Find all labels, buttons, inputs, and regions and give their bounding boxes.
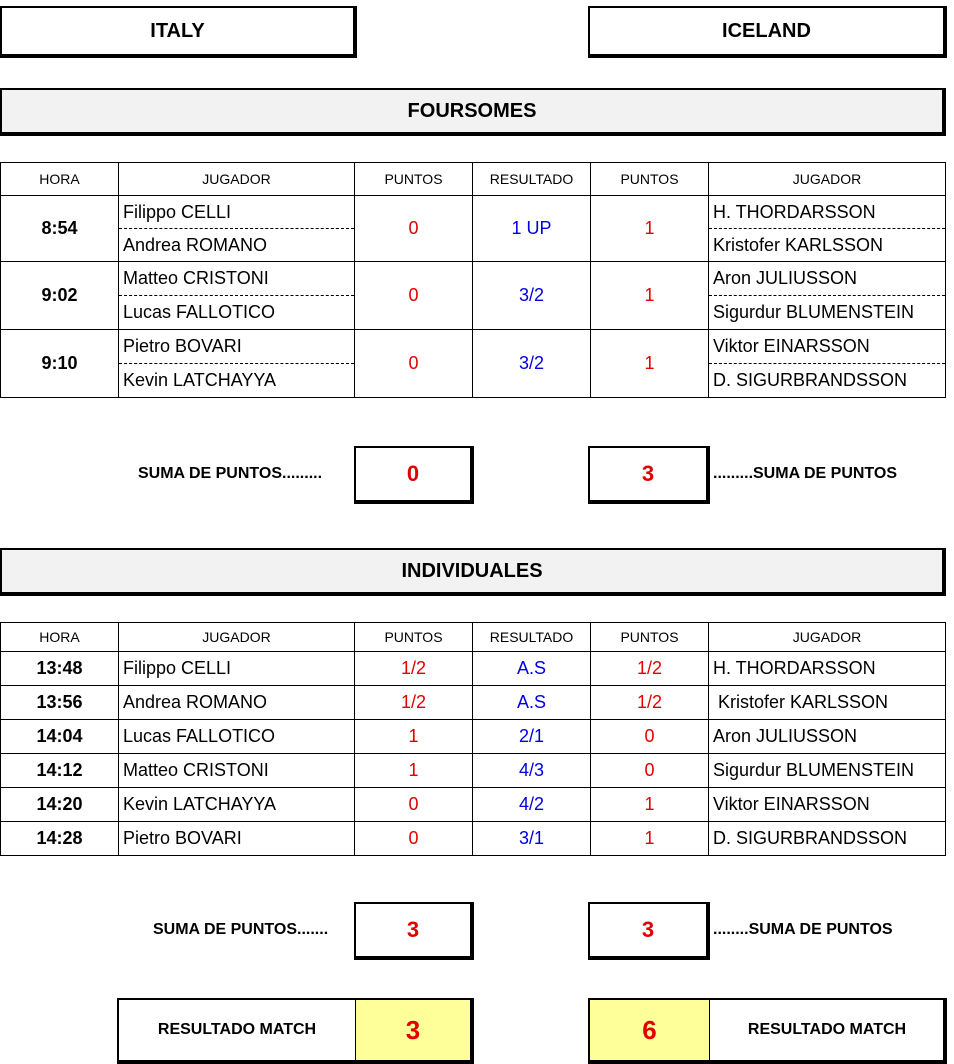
match-result-value-right: 6 bbox=[590, 1000, 710, 1060]
match-result-left bbox=[117, 998, 474, 1064]
player-left: Andrea ROMANO bbox=[119, 229, 355, 262]
match-time: 14:12 bbox=[1, 754, 119, 788]
header-puntos-left: PUNTOS bbox=[355, 163, 473, 196]
foursomes-sum-label-left: SUMA DE PUNTOS......... bbox=[138, 465, 323, 482]
table-row bbox=[1, 754, 946, 788]
individuales-title: INDIVIDUALES bbox=[0, 548, 946, 596]
team-left-name: ITALY bbox=[0, 6, 357, 58]
match-result: 3/2 bbox=[473, 330, 591, 398]
table-row bbox=[1, 788, 946, 822]
points-left: 1 bbox=[355, 720, 473, 754]
foursomes-sum-right: 3 bbox=[588, 446, 710, 504]
match-time: 14:28 bbox=[1, 822, 119, 856]
header-jugador-left: JUGADOR bbox=[119, 163, 355, 196]
header-hora: HORA bbox=[1, 623, 119, 652]
player-right: Viktor EINARSSON bbox=[709, 788, 946, 822]
player-left: Filippo CELLI bbox=[119, 652, 355, 686]
player-right: Kristofer KARLSSON bbox=[709, 229, 946, 262]
individuales-sum-right: 3 bbox=[588, 902, 710, 960]
match-time: 9:10 bbox=[1, 330, 119, 398]
points-left: 0 bbox=[355, 822, 473, 856]
table-row bbox=[1, 196, 946, 229]
match-result-label-right: RESULTADO MATCH bbox=[747, 1021, 907, 1038]
team-right-name: ICELAND bbox=[588, 6, 947, 58]
header-resultado: RESULTADO bbox=[473, 163, 591, 196]
header-jugador-right: JUGADOR bbox=[709, 163, 946, 196]
player-left: Filippo CELLI bbox=[119, 196, 355, 229]
player-right: Sigurdur BLUMENSTEIN bbox=[709, 296, 946, 330]
header-hora: HORA bbox=[1, 163, 119, 196]
match-result: 3/2 bbox=[473, 262, 591, 330]
player-right: Aron JULIUSSON bbox=[709, 720, 946, 754]
player-right: Sigurdur BLUMENSTEIN bbox=[709, 754, 946, 788]
individuales-table bbox=[0, 622, 946, 856]
match-time: 13:56 bbox=[1, 686, 119, 720]
match-result: A.S bbox=[473, 652, 591, 686]
individuales-sum-label-left: SUMA DE PUNTOS....... bbox=[153, 921, 329, 938]
player-left: Matteo CRISTONI bbox=[119, 262, 355, 296]
player-right: Kristofer KARLSSON bbox=[709, 686, 946, 720]
match-time: 14:04 bbox=[1, 720, 119, 754]
match-time: 8:54 bbox=[1, 196, 119, 262]
player-left: Pietro BOVARI bbox=[119, 822, 355, 856]
points-left: 0 bbox=[355, 330, 473, 398]
foursomes-table bbox=[0, 162, 946, 398]
match-result-value-left: 3 bbox=[355, 1000, 470, 1060]
points-right: 0 bbox=[591, 720, 709, 754]
header-resultado: RESULTADO bbox=[473, 623, 591, 652]
individuales-header-row bbox=[1, 623, 946, 652]
table-row bbox=[1, 720, 946, 754]
player-left: Pietro BOVARI bbox=[119, 330, 355, 364]
points-right: 1/2 bbox=[591, 652, 709, 686]
player-left: Kevin LATCHAYYA bbox=[119, 364, 355, 398]
header-puntos-left: PUNTOS bbox=[355, 623, 473, 652]
table-row bbox=[1, 330, 946, 364]
match-result-right bbox=[588, 998, 947, 1064]
individuales-sum-label-right: ........SUMA DE PUNTOS bbox=[713, 921, 893, 938]
match-time: 13:48 bbox=[1, 652, 119, 686]
match-time: 14:20 bbox=[1, 788, 119, 822]
match-result: 4/3 bbox=[473, 754, 591, 788]
player-left: Lucas FALLOTICO bbox=[119, 296, 355, 330]
table-row bbox=[1, 822, 946, 856]
match-result: 4/2 bbox=[473, 788, 591, 822]
match-result: A.S bbox=[473, 686, 591, 720]
table-row bbox=[1, 686, 946, 720]
points-right: 1 bbox=[591, 822, 709, 856]
foursomes-header-row bbox=[1, 163, 946, 196]
player-left: Kevin LATCHAYYA bbox=[119, 788, 355, 822]
match-result: 3/1 bbox=[473, 822, 591, 856]
header-puntos-right: PUNTOS bbox=[591, 623, 709, 652]
table-row bbox=[1, 652, 946, 686]
player-right: Viktor EINARSSON bbox=[709, 330, 946, 364]
player-right: D. SIGURBRANDSSON bbox=[709, 364, 946, 398]
points-left: 0 bbox=[355, 788, 473, 822]
foursomes-sum-left: 0 bbox=[354, 446, 474, 504]
points-left: 1/2 bbox=[355, 686, 473, 720]
header-puntos-right: PUNTOS bbox=[591, 163, 709, 196]
points-right: 1 bbox=[591, 196, 709, 262]
points-left: 1/2 bbox=[355, 652, 473, 686]
points-left: 0 bbox=[355, 262, 473, 330]
player-left: Lucas FALLOTICO bbox=[119, 720, 355, 754]
match-result: 2/1 bbox=[473, 720, 591, 754]
points-right: 0 bbox=[591, 754, 709, 788]
player-right: H. THORDARSSON bbox=[709, 196, 946, 229]
player-right: Aron JULIUSSON bbox=[709, 262, 946, 296]
points-right: 1 bbox=[591, 330, 709, 398]
foursomes-sum-label-right: .........SUMA DE PUNTOS bbox=[713, 465, 898, 482]
points-right: 1 bbox=[591, 788, 709, 822]
header-jugador-right: JUGADOR bbox=[709, 623, 946, 652]
match-time: 9:02 bbox=[1, 262, 119, 330]
player-left: Andrea ROMANO bbox=[119, 686, 355, 720]
points-left: 0 bbox=[355, 196, 473, 262]
points-right: 1/2 bbox=[591, 686, 709, 720]
points-left: 1 bbox=[355, 754, 473, 788]
match-result-label-left: RESULTADO MATCH bbox=[157, 1021, 317, 1038]
player-right: D. SIGURBRANDSSON bbox=[709, 822, 946, 856]
foursomes-title: FOURSOMES bbox=[0, 88, 946, 136]
individuales-sum-left: 3 bbox=[354, 902, 474, 960]
table-row bbox=[1, 262, 946, 296]
match-result: 1 UP bbox=[473, 196, 591, 262]
points-right: 1 bbox=[591, 262, 709, 330]
player-left: Matteo CRISTONI bbox=[119, 754, 355, 788]
header-jugador-left: JUGADOR bbox=[119, 623, 355, 652]
player-right: H. THORDARSSON bbox=[709, 652, 946, 686]
